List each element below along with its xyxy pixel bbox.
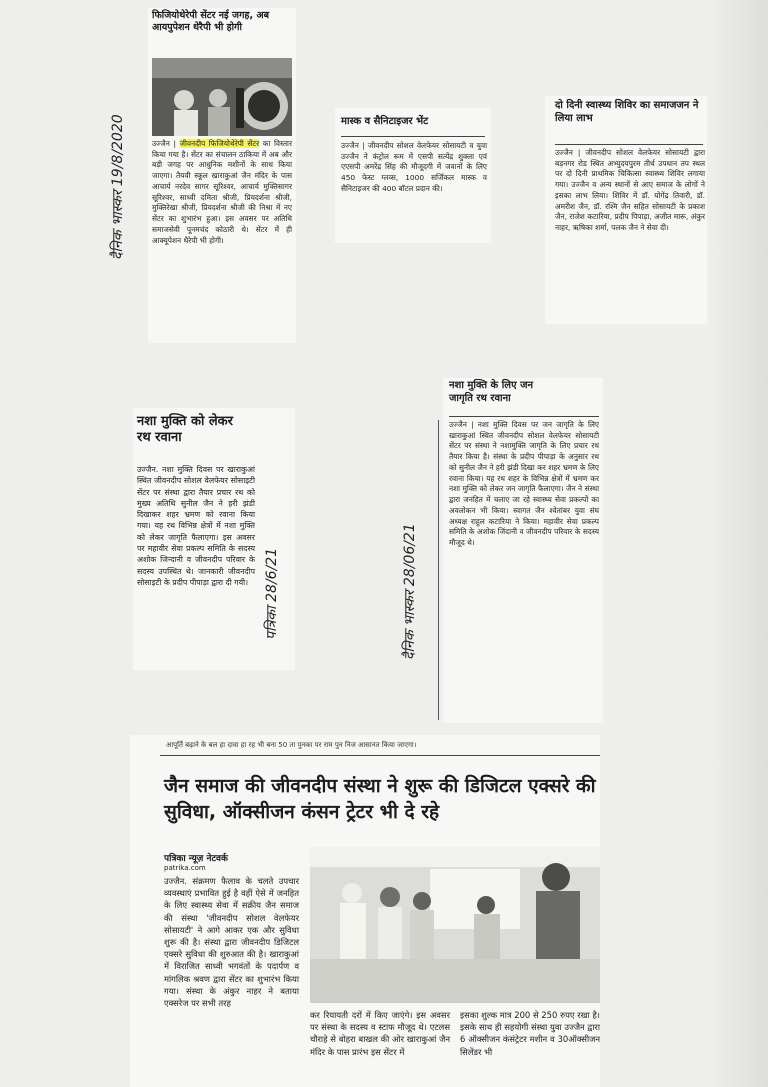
clip2-body: उज्जैन | जीवनदीप सोशल वेलफेयर सोसायटी व युवा उज्जैन ने कंट्रोल रूम में एसपी सत्येंद्र शुक्ला एवं एएसपी अमरेंद्र सिंह की मौजूदगी में जवानों के लिए 450 फेस्ट ग्लव्स, 1000 सर्जिकल मास्क व सैनिटाइजर की 400 बॉटल प्रदान की। (341, 141, 487, 193)
page-edge-shadow (708, 0, 768, 1087)
clip1-dateline: उज्जैन | (152, 139, 176, 148)
clip1-highlighted-name: जीवनदीप फिजियोथेरेपी सेंटर (179, 139, 260, 148)
clip6-photo-image (310, 847, 600, 1003)
clip6-column-2: कर रियायती दरों में किए जाएंगे। इस अवसर पर संस्था के सदस्य व स्टाफ मौजूद थे। एटलस चौराहे से बोहरा बाखल की ओर खाराकुआं जैन मंदिर के पास प्रारंभ इस सेंटर में (310, 1010, 450, 1057)
clip4-body: उज्जैन. नशा मुक्ति दिवस पर खाराकुआं स्थित जीवनदीप सोशल वेलफेयर सोसाइटी सेंटर पर संस्था द्वारा तैयार प्रचार रथ को मुख्य अतिथि सुनील जैन ने हरी झंडी दिखाकर शहर भ्रमण को रवाना किया गया। यह रथ विभिन्न क्षेत्रों में नशा मुक्ति को लेकर जागृति फैलाएगा। इस अवसर पर महावीर सेवा प्रकल्प समिति के सदस्य अशोक जिन्दानी व जीवनदीप परिवार के सदस्य उपस्थित थे। जानकारी जीवनदीप सोसाइटी के प्रदीप पीपाड़ा द्वारा दी गयी। (137, 465, 255, 587)
clip5-side-rule (438, 420, 439, 720)
clip2-rule (341, 136, 485, 137)
clip3-headline: दो दिनी स्वास्थ्य शिविर का समाजजन ने लिया लाभ (555, 100, 699, 124)
clip-health-camp (545, 96, 707, 324)
clip2-headline: मास्क व सैनिटाइजर भेंट (341, 116, 429, 127)
clip6-photo (310, 847, 600, 1003)
clip1-body (152, 139, 292, 246)
clip1-photo-image (152, 58, 292, 136)
clip-digital-xray (130, 735, 600, 1087)
clip1-handwritten-date: दैनिक भास्कर 19/8/2020 (110, 114, 126, 260)
clip1-photo (152, 58, 292, 136)
clip6-site: patrika.com (164, 864, 206, 872)
clip4-headline: नशा मुक्ति को लेकर रथ रवाना (137, 414, 233, 446)
clip3-body: उज्जैन | जीवनदीप सोशल वेलफेयर सोसायटी द्वारा बड़नगर रोड स्थित अभ्युदयपुरम तीर्थ उपधान तप स्थल पर दो दिनी प्राथमिक चिकित्सा स्वास्थ्य शिविर लगाया गया। उज्जैन व अन्य स्थानों से आए समाज के लोगों ने इसका लाभ लिया। शिविर में डॉ. योगेंद्र तिवारी, डॉ. अमरीश जैन, डॉ. रश्मि जैन सहित सोसायटी के प्रकाश जैन, राजेश कटारिया, प्रदीप पिपाड़ा, अजीत मारू, अंकुर नाहर, ऋषिका शर्मा, पलक जैन ने सेवा दी। (555, 148, 705, 233)
clip-mask-sanitizer (335, 108, 491, 243)
clip5-rule (449, 416, 599, 417)
clip6-column-3: इसका शुल्क मात्र 200 से 250 रुपए रखा है। इसके साथ ही सहयोगी संस्था युवा उज्जैन द्वारा 6 ऑक्सीजन कंसंट्रेटर मशीन व 30ऑक्सीजन सिलेंडर भी (460, 1010, 600, 1057)
clip-physiotherapy-center (148, 8, 296, 343)
clip5-body: उज्जैन | नशा मुक्ति दिवस पर जन जागृति के लिए खाराकुआं स्थित जीवनदीप सोशल वेलफेयर सोसायटी सेंटर पर संस्था ने नशामुक्ति जागृति के लिए प्रचार रथ तैयार किया है। संस्था के प्रदीप पीपाड़ा के अनुसार रथ को सुनील जैन ने हरी झंडी दिखा कर शहर भ्रमण के लिए रवाना किया। यह रथ शहर के विभिन्न क्षेत्रों में भ्रमण कर नशा मुक्ति को लेकर जन जागृति फैलाएगा। जैन ने संस्था द्वारा जनहित में चलाए जा रहे स्वास्थ्य सेवा प्रकल्पों का अवलोकन भी किया। स्वागत जैन श्वेतांबर युवा संघ अध्यक्ष राहुल कटारिया ने किया। महावीर सेवा प्रकल्प समिति के अशोक जिंदानी व जीवनदीप परिवार के सदस्य मौजूद थे। (449, 420, 599, 548)
clip4-handwritten-date: पत्रिका 28/6/21 (264, 547, 280, 640)
clip6-headline: जैन समाज की जीवनदीप संस्था ने शुरू की डिजिटल एक्सरे की सुविधा, ऑक्सीजन कंसन ट्रेटर भी दे रहे (164, 775, 596, 824)
clip6-top-strip: आपूर्ति बढ़ाने के बल हा दावा हा रह भी बना 50 ता पुनका पर राम पुन निज आसानत किया जाएगा। (166, 741, 417, 749)
clip3-rule (555, 144, 703, 145)
clip1-body-text: का विस्तार किया गया है। सेंटर का संचालन ठाकिया में अब और बड़ी जगह पर आधुनिक मशीनों के साथ किया जाएगा। तैयवी स्कूल खाराकुआं जैन मंदिर के पास आचार्य नरदेव सागर सूरिश्वर, आचार्य मुक्तिसागर सूरिश्वर, साध्वी दमिता श्रीजी, प्रियदर्शना श्रीजी, मुक्तिरेखा श्रीजी, प्रियदर्शना श्रीजी की निश्रा में नए सेंटर का शुभारंभ हुआ। इस अवसर पर अतिथि समाजसेवी पूनमचंद कोठारी थे। सेंटर में ही आक्यूपेशन थैरेपी भी होगी। (152, 139, 292, 245)
clip5-handwritten-date: दैनिक भास्कर 28/06/21 (402, 523, 418, 660)
clip6-byline: पत्रिका न्यूज़ नेटवर्क (164, 854, 228, 864)
clip1-headline: फिजियोथेरेपी सेंटर नई जगह, अब आयपुपेशन थेरैपी भी होगी (152, 10, 270, 33)
clip6-column-1: उज्जैन. संक्रमण फैलाव के चलते उपचार व्यवस्थाएं प्रभावित हुई है वहीं ऐसे में जनहित के लिए स्वास्थ्य सेवा में सक्रीय जैन समाज की संस्था 'जीवनदीप सोशल वेलफेयर सोसायटी' ने आगे आकर एक और सुविधा शुरू की है। संस्था द्वारा जीवनदीप डिजिटल एक्सरे सुविधा की शुरुआत की है। खाराकुआं में विराजित साध्वी भगवंतों के पदार्पण व मांगलिक श्रवण द्वारा सेंटर का शुभारंभ किया गया। संस्था के अंकुर नाहर ने बताया एक्सरेज पर सभी तरह (164, 876, 299, 1008)
clip6-top-rule (160, 755, 600, 756)
clip-de-addiction-chariot-bhaskar (443, 378, 603, 723)
clip5-headline: नशा मुक्ति के लिए जन जागृति रथ रवाना (449, 380, 534, 404)
